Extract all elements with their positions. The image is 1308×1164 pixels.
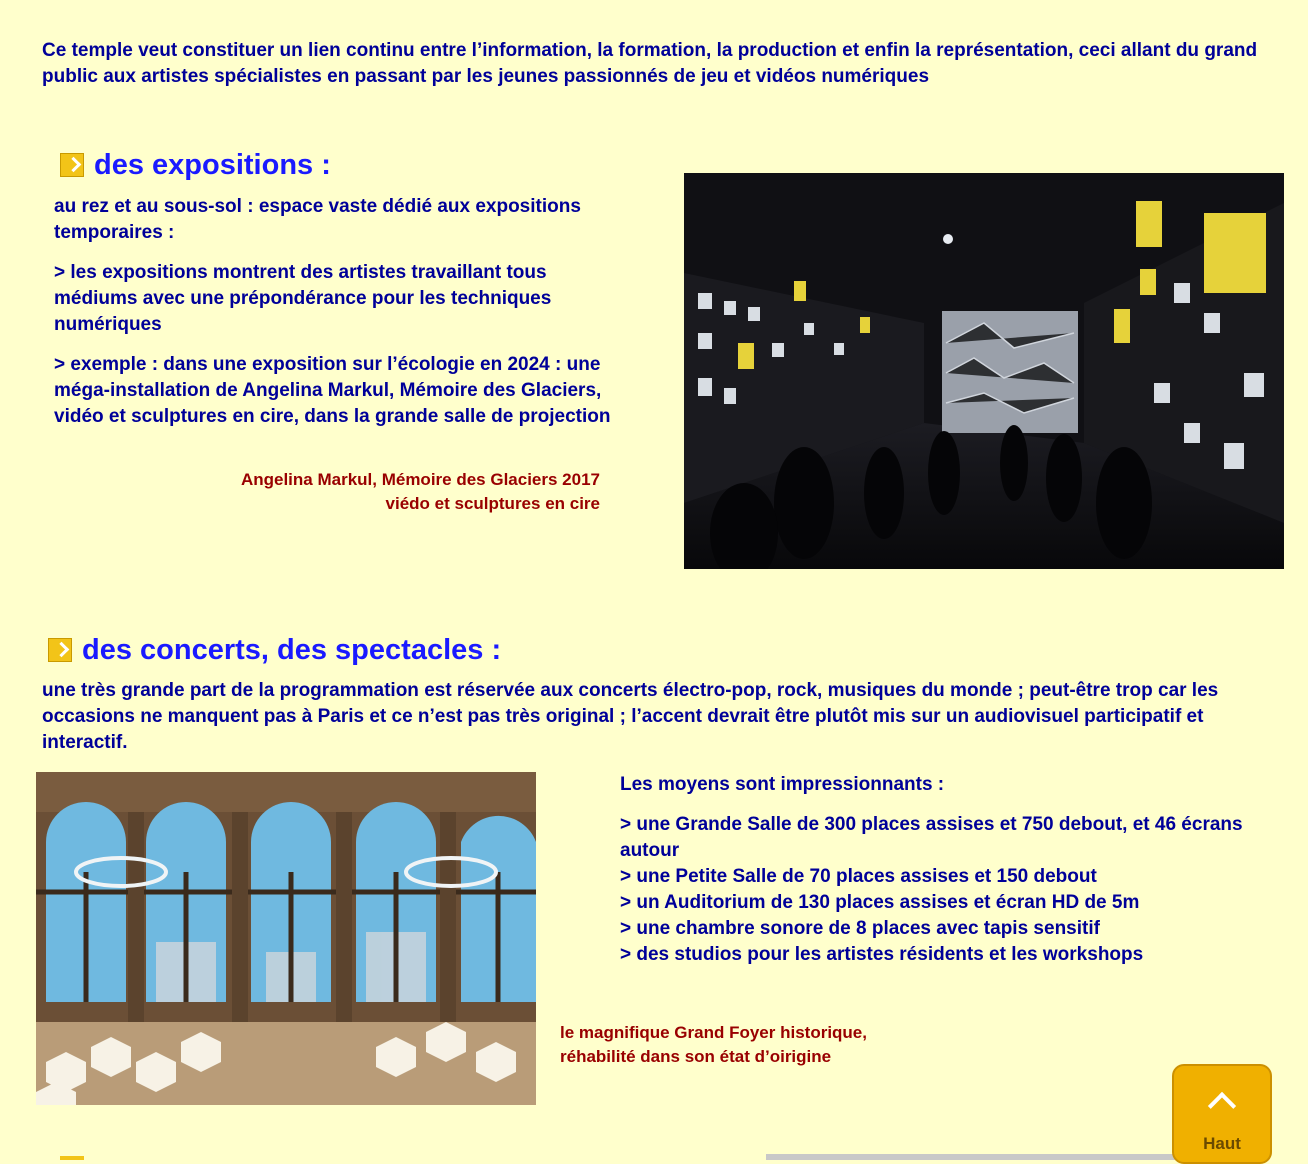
expositions-heading — [60, 146, 331, 183]
chevron-up-icon — [1208, 1092, 1236, 1120]
expositions-heading-text: des expositions : — [94, 149, 331, 182]
back-to-top-label: Haut — [1203, 1134, 1241, 1153]
caption-line: réhabilité dans son état d’oirigine — [560, 1047, 832, 1066]
arrow-bullet-icon — [60, 153, 84, 177]
grand-foyer-photo — [36, 772, 536, 1105]
caption-line: Angelina Markul, Mémoire des Glaciers 2017 — [240, 470, 600, 489]
means-list-item: > un Auditorium de 130 places assises et écran HD de 5m — [620, 892, 1140, 913]
means-list — [620, 812, 1260, 968]
foyer-caption — [560, 1021, 980, 1069]
means-title: Les moyens sont impressionnants : — [620, 774, 945, 795]
grand-foyer-illustration — [36, 772, 536, 1105]
caption-line: viédo et sculptures en cire — [385, 494, 600, 513]
expositions-paragraph: au rez et au sous-sol : espace vaste dédié aux expositions temporaires : — [54, 196, 581, 243]
next-section-image-edge — [766, 1154, 1176, 1160]
exhibition-illustration — [684, 173, 1284, 569]
back-to-top-button[interactable] — [1172, 1064, 1272, 1164]
means-list-item: > une Grande Salle de 300 places assises et 750 debout, et 46 écrans autour — [620, 814, 1243, 861]
caption-line: le magnifique Grand Foyer historique, — [560, 1023, 867, 1042]
concerts-heading — [48, 631, 501, 668]
next-section-bullet-edge — [60, 1156, 84, 1160]
means-list-item: > des studios pour les artistes résidents et les workshops — [620, 944, 1144, 965]
concerts-heading-text: des concerts, des spectacles : — [82, 634, 502, 667]
expositions-paragraph: > exemple : dans une exposition sur l’écologie en 2024 : une méga-installation de Angelina Markul, Mémoire des Glaciers, vidéo et sculptures en cire, dans la grande salle de projection — [54, 354, 611, 427]
expositions-paragraph: > les expositions montrent des artistes travaillant tous médiums avec une prépondérance pour les techniques numériques — [54, 262, 552, 335]
means-list-item: > une Petite Salle de 70 places assises et 150 debout — [620, 866, 1097, 887]
arrow-bullet-icon — [48, 638, 72, 662]
concerts-text: une très grande part de la programmation est réservée aux concerts électro-pop, rock, musiques du monde ; peut-être trop car les occasions ne manquent pas à Paris et ce n’est pas très original ; l’accent devrait être plutôt mis sur un audiovisuel participatif et interactif. — [42, 680, 1219, 753]
means-list-item: > une chambre sonore de 8 places avec tapis sensitif — [620, 918, 1100, 939]
expositions-caption — [150, 468, 600, 516]
means-block — [620, 772, 1260, 968]
intro-text: Ce temple veut constituer un lien continu entre l’information, la formation, la production et enfin la représentation, ceci allant du grand public aux artistes spécialistes en passant par les jeunes passionnés de jeu et vidéos numériques — [42, 40, 1258, 87]
expositions-text — [54, 194, 614, 444]
exhibition-photo — [684, 173, 1284, 569]
